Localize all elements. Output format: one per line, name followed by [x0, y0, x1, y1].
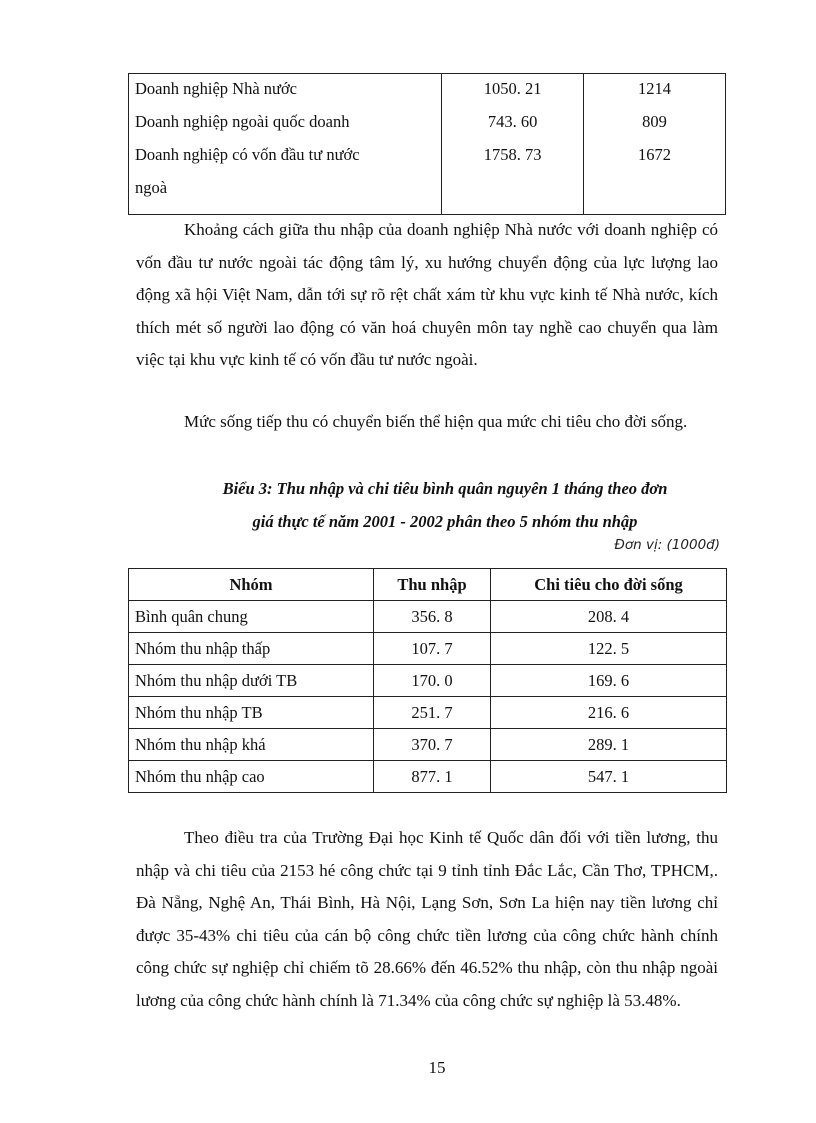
- table-caption-line-1: Biểu 3: Thu nhập và chi tiêu bình quân nguyên 1 tháng theo đơn: [222, 479, 668, 498]
- table-row: [129, 74, 726, 215]
- income-value: 370. 7: [374, 729, 491, 761]
- group-name: Nhóm thu nhập khá: [129, 729, 374, 761]
- income-spending-table: [128, 568, 727, 793]
- value-column-1: [442, 74, 584, 215]
- spending-value: 289. 1: [491, 729, 727, 761]
- group-name: Nhóm thu nhập thấp: [129, 633, 374, 665]
- paragraph-text: Khoảng cách giữa thu nhập của doanh nghiệp Nhà nước với doanh nghiệp có vốn đầu tư nước ngoài tác động tâm lý, xu hướng chuyển động của lực lượng lao động xã hội Việt Nam, dẫn tới sự rõ rệt chất xám từ khu vực kinh tế Nhà nước, kích thích mét số người lao động có văn hoá chuyên môn tay nghề cao chuyển qua làm việc tại khu vực kinh tế có vốn đầu tư nước ngoài.: [136, 220, 718, 370]
- cell-value: 1050. 21: [483, 79, 542, 98]
- column-header-spending: Chi tiêu cho đời sống: [491, 569, 727, 601]
- cell-value: 1214: [638, 79, 672, 98]
- income-value: 877. 1: [374, 761, 491, 793]
- income-value: 356. 8: [374, 601, 491, 633]
- income-value: 170. 0: [374, 665, 491, 697]
- table-header-row: [129, 569, 727, 601]
- row-label: Doanh nghiệp ngoài quốc doanh: [135, 112, 350, 131]
- paragraph-text: Mức sống tiếp thu có chuyển biến thể hiện qua mức chi tiêu cho đời sống.: [184, 412, 688, 431]
- group-name: Nhóm thu nhập cao: [129, 761, 374, 793]
- spending-value: 547. 1: [491, 761, 727, 793]
- value-column-2: [584, 74, 726, 215]
- spending-value: 122. 5: [491, 633, 727, 665]
- cell-value: 809: [642, 112, 667, 131]
- table-row: [129, 601, 727, 633]
- column-header-income: Thu nhập: [374, 569, 491, 601]
- table-row: [129, 697, 727, 729]
- income-value: 251. 7: [374, 697, 491, 729]
- spending-value: 208. 4: [491, 601, 727, 633]
- group-name: Bình quân chung: [129, 601, 374, 633]
- spending-value: 169. 6: [491, 665, 727, 697]
- spending-value: 216. 6: [491, 697, 727, 729]
- table-row: [129, 729, 727, 761]
- paragraph-income-gap: [136, 214, 718, 377]
- paragraph-text: Theo điều tra của Trường Đại học Kinh tế Quốc dân đối với tiền lương, thu nhập và chi tiêu của 2153 hé công chức tại 9 tỉnh tỉnh Đắc Lắc, Cần Thơ, TPHCM,. Đà Nẵng, Nghệ An, Thái Bình, Hà Nội, Lạng Sơn, Sơn La hiện nay tiền lương chỉ được 35-43% chi tiêu của cán bộ công chức tiền lương của công chức hành chính công chức sự nghiệp chỉ chiếm tõ 28.66% đến 46.52% thu nhập, còn thu nhập ngoài lương của công chức hành chính là 71.34% của công chức sự nghiệp là 53.48%.: [136, 828, 718, 1010]
- cell-value: 1758. 73: [483, 145, 542, 164]
- cell-value: 743. 60: [487, 112, 538, 131]
- income-value: 107. 7: [374, 633, 491, 665]
- group-name: Nhóm thu nhập dưới TB: [129, 665, 374, 697]
- enterprise-type-cell: [129, 74, 442, 215]
- page-number: 15: [428, 1058, 446, 1077]
- table-row: [129, 633, 727, 665]
- table-caption-line-2: giá thực tế năm 2001 - 2002 phân theo 5 nhóm thu nhập: [252, 512, 638, 531]
- group-name: Nhóm thu nhập TB: [129, 697, 374, 729]
- paragraph-survey: [136, 822, 718, 1018]
- unit-label: Đơn vị: (1000đ): [614, 537, 720, 553]
- cell-value: 1672: [638, 145, 672, 164]
- column-header-group: Nhóm: [129, 569, 374, 601]
- row-label: ngoà: [135, 178, 168, 197]
- table-row: [129, 761, 727, 793]
- row-label: Doanh nghiệp có vốn đầu tư nước: [135, 145, 360, 164]
- table-row: [129, 665, 727, 697]
- income-by-enterprise-table: [128, 73, 726, 215]
- row-label: Doanh nghiệp Nhà nước: [135, 79, 298, 98]
- paragraph-living-standard: [136, 406, 718, 439]
